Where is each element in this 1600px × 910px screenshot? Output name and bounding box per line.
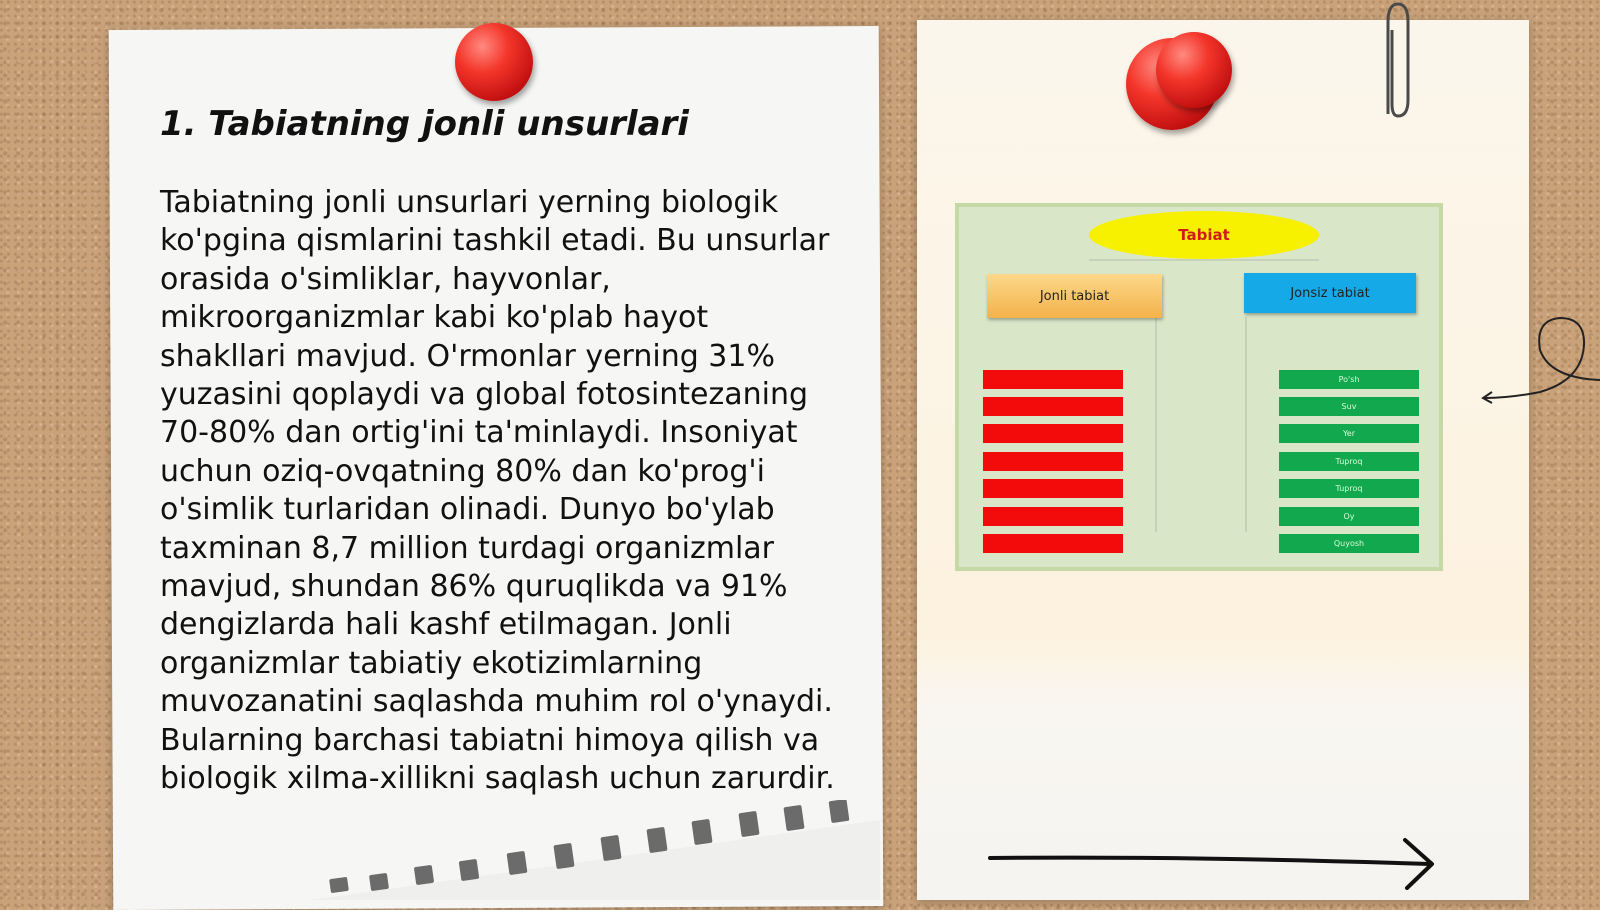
nonlive-item: Tuproq <box>1279 452 1419 471</box>
nature-diagram <box>955 203 1443 571</box>
nonlive-item: Tuproq <box>1279 479 1419 498</box>
diagram-root-node: Tabiat <box>1089 211 1319 259</box>
diagram-connector <box>1245 317 1247 532</box>
diagram-connector <box>1089 259 1319 261</box>
swirl-arrow-icon <box>1480 310 1600 410</box>
diagram-connector <box>1155 317 1157 532</box>
torn-notebook-edge <box>310 800 880 900</box>
live-nature-branch: Jonli tabiat <box>987 274 1162 318</box>
live-item <box>983 534 1123 553</box>
nonlive-item: Suv <box>1279 397 1419 416</box>
live-item <box>983 370 1123 389</box>
nonlive-item: Yer <box>1279 424 1419 443</box>
body-paragraph: Tabiatning jonli unsurlari yerning biologik ko'pgina qismlarini tashkil etadi. Bu unsurlar orasida o'simliklar, hayvonlar, mikroorganizmlar kabi ko'plab hayot shakllari mavjud. O'rmonlar yerning 31% yuzasini qoplaydi va global fotosintezaning 70-80% dan ortig'ini ta'minlaydi. Insoniyat uchun oziq-ovqatning 80% dan ko'prog'i o'simlik turlaridan olinadi. Dunyo bo'ylab taxminan 8,7 million turdagi organizmlar mavjud, shundan 86% quruqlikda va 91% dengizlarda hali kashf etilmagan. Jonli organizmlar tabiatiy ekotizimlarning muvozanatini saqlashda muhim rol o'ynaydi. Bularning barchasi tabiatni himoya qilish va biologik xilma-xillikni saqlash uchun zarurdir. <box>160 185 835 797</box>
nonlive-item: Quyosh <box>1279 534 1419 553</box>
live-item <box>983 424 1123 443</box>
paperclip-icon <box>1380 0 1414 122</box>
nonlive-nature-branch: Jonsiz tabiat <box>1244 273 1416 313</box>
nonlive-item: Po'sh <box>1279 370 1419 389</box>
page-title: 1. Tabiatning jonli unsurlari <box>160 104 689 144</box>
live-item <box>983 507 1123 526</box>
live-item <box>983 397 1123 416</box>
live-item <box>983 479 1123 498</box>
pushpin-icon <box>455 23 533 101</box>
pushpin-icon <box>1156 32 1232 108</box>
arrow-right-icon <box>985 830 1445 890</box>
nonlive-item: Oy <box>1279 507 1419 526</box>
live-item <box>983 452 1123 471</box>
